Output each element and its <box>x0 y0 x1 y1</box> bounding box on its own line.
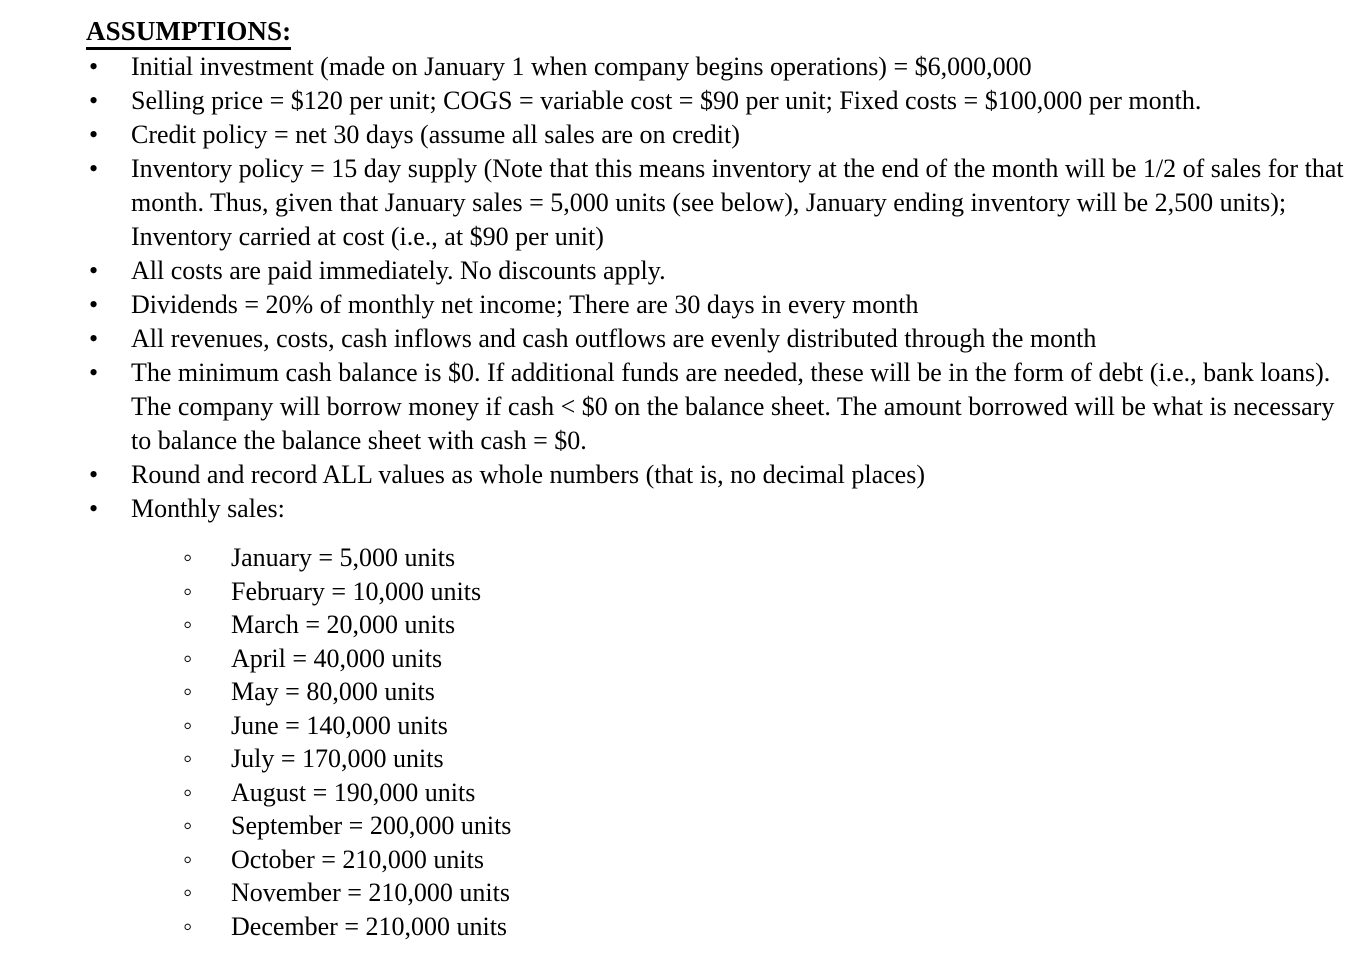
assumption-monthly-sales <box>86 492 1345 526</box>
monthly-sales-text: April = 40,000 units <box>231 643 443 673</box>
assumption-text: Inventory policy = 15 day supply (Note that this means inventory at the end of the month will be 1/2 of sales for that month. Thus, given that January sales = 5,000 units (see below), January ending inventory will be 2,500 units); Inventory carried at cost (i.e., at $90 per unit) <box>131 154 1344 251</box>
monthly-sales-text: October = 210,000 units <box>231 844 484 874</box>
sub-bullet-icon <box>183 541 192 575</box>
sub-bullet-icon <box>183 843 192 877</box>
assumption-minimum-cash-balance <box>86 356 1345 458</box>
monthly-sales-text: March = 20,000 units <box>231 610 456 639</box>
bullet-icon <box>89 322 109 356</box>
bullet-icon <box>89 458 109 492</box>
sub-bullet-icon <box>183 575 192 609</box>
monthly-sales-item-june <box>86 709 1345 743</box>
monthly-sales-item-december <box>86 910 1345 944</box>
sub-bullet-icon <box>183 675 192 709</box>
bullet-icon <box>89 254 109 288</box>
sub-bullet-icon <box>183 776 192 810</box>
assumption-text: Round and record ALL values as whole numbers (that is, no decimal places) <box>131 460 925 489</box>
assumption-text: All costs are paid immediately. No discounts apply. <box>131 256 666 285</box>
monthly-sales-item-november <box>86 876 1345 910</box>
monthly-sales-item-february <box>86 575 1345 609</box>
monthly-sales-text: May = 80,000 units <box>231 677 435 706</box>
monthly-sales-item-january <box>86 541 1345 575</box>
bullet-icon <box>89 118 109 152</box>
bullet-icon <box>89 152 109 186</box>
bullet-icon <box>89 288 109 322</box>
assumption-text: Credit policy = net 30 days (assume all sales are on credit) <box>131 120 740 149</box>
assumption-credit-policy <box>86 118 1345 152</box>
monthly-sales-list <box>86 541 1345 943</box>
assumption-text: All revenues, costs, cash inflows and cash outflows are evenly distributed through the month <box>131 324 1097 353</box>
sub-bullet-icon <box>183 809 192 843</box>
monthly-sales-text: June = 140,000 units <box>231 710 448 740</box>
monthly-sales-text: August = 190,000 units <box>231 777 476 807</box>
monthly-sales-item-april <box>86 642 1345 676</box>
page-title-text: ASSUMPTIONS: <box>86 16 291 50</box>
monthly-sales-item-may <box>86 675 1345 709</box>
sub-bullet-icon <box>183 709 192 743</box>
assumption-text: Selling price = $120 per unit; COGS = variable cost = $90 per unit; Fixed costs = $100,000 per month. <box>131 86 1202 115</box>
monthly-sales-text: July = 170,000 units <box>231 744 444 773</box>
sub-bullet-icon <box>183 910 192 944</box>
monthly-sales-text: September = 200,000 units <box>231 811 512 840</box>
monthly-sales-section <box>86 541 1345 943</box>
assumption-text: Dividends = 20% of monthly net income; There are 30 days in every month <box>131 290 919 319</box>
page-title <box>86 14 1345 50</box>
assumption-selling-price <box>86 84 1345 118</box>
bullet-icon <box>89 84 109 118</box>
assumption-text: The minimum cash balance is $0. If additional funds are needed, these will be in the form of debt (i.e., bank loans). The company will borrow money if cash < $0 on the balance sheet. The amount borrowed will be what is necessary to balance the balance sheet with cash = $0. <box>131 358 1335 455</box>
monthly-sales-item-september <box>86 809 1345 843</box>
monthly-sales-item-july <box>86 742 1345 776</box>
sub-bullet-icon <box>183 642 192 676</box>
monthly-sales-text: February = 10,000 units <box>231 576 482 606</box>
bullet-icon <box>89 492 109 526</box>
assumption-dividends <box>86 288 1345 322</box>
monthly-sales-text: January = 5,000 units <box>231 543 456 572</box>
sub-bullet-icon <box>183 608 192 642</box>
assumption-even-distribution <box>86 322 1345 356</box>
assumption-text: Monthly sales: <box>131 494 285 523</box>
assumption-text: Initial investment (made on January 1 when company begins operations) = $6,000,000 <box>131 52 1032 81</box>
monthly-sales-item-october <box>86 843 1345 877</box>
sub-bullet-icon <box>183 742 192 776</box>
assumption-rounding <box>86 458 1345 492</box>
bullet-icon <box>89 50 109 84</box>
assumptions-list <box>86 50 1345 526</box>
assumption-initial-investment <box>86 50 1345 84</box>
monthly-sales-text: December = 210,000 units <box>231 911 508 941</box>
assumption-costs-paid <box>86 254 1345 288</box>
monthly-sales-item-march <box>86 608 1345 642</box>
assumption-inventory-policy <box>86 152 1345 254</box>
monthly-sales-text: November = 210,000 units <box>231 878 510 907</box>
sub-bullet-icon <box>183 876 192 910</box>
monthly-sales-item-august <box>86 776 1345 810</box>
bullet-icon <box>89 356 109 390</box>
